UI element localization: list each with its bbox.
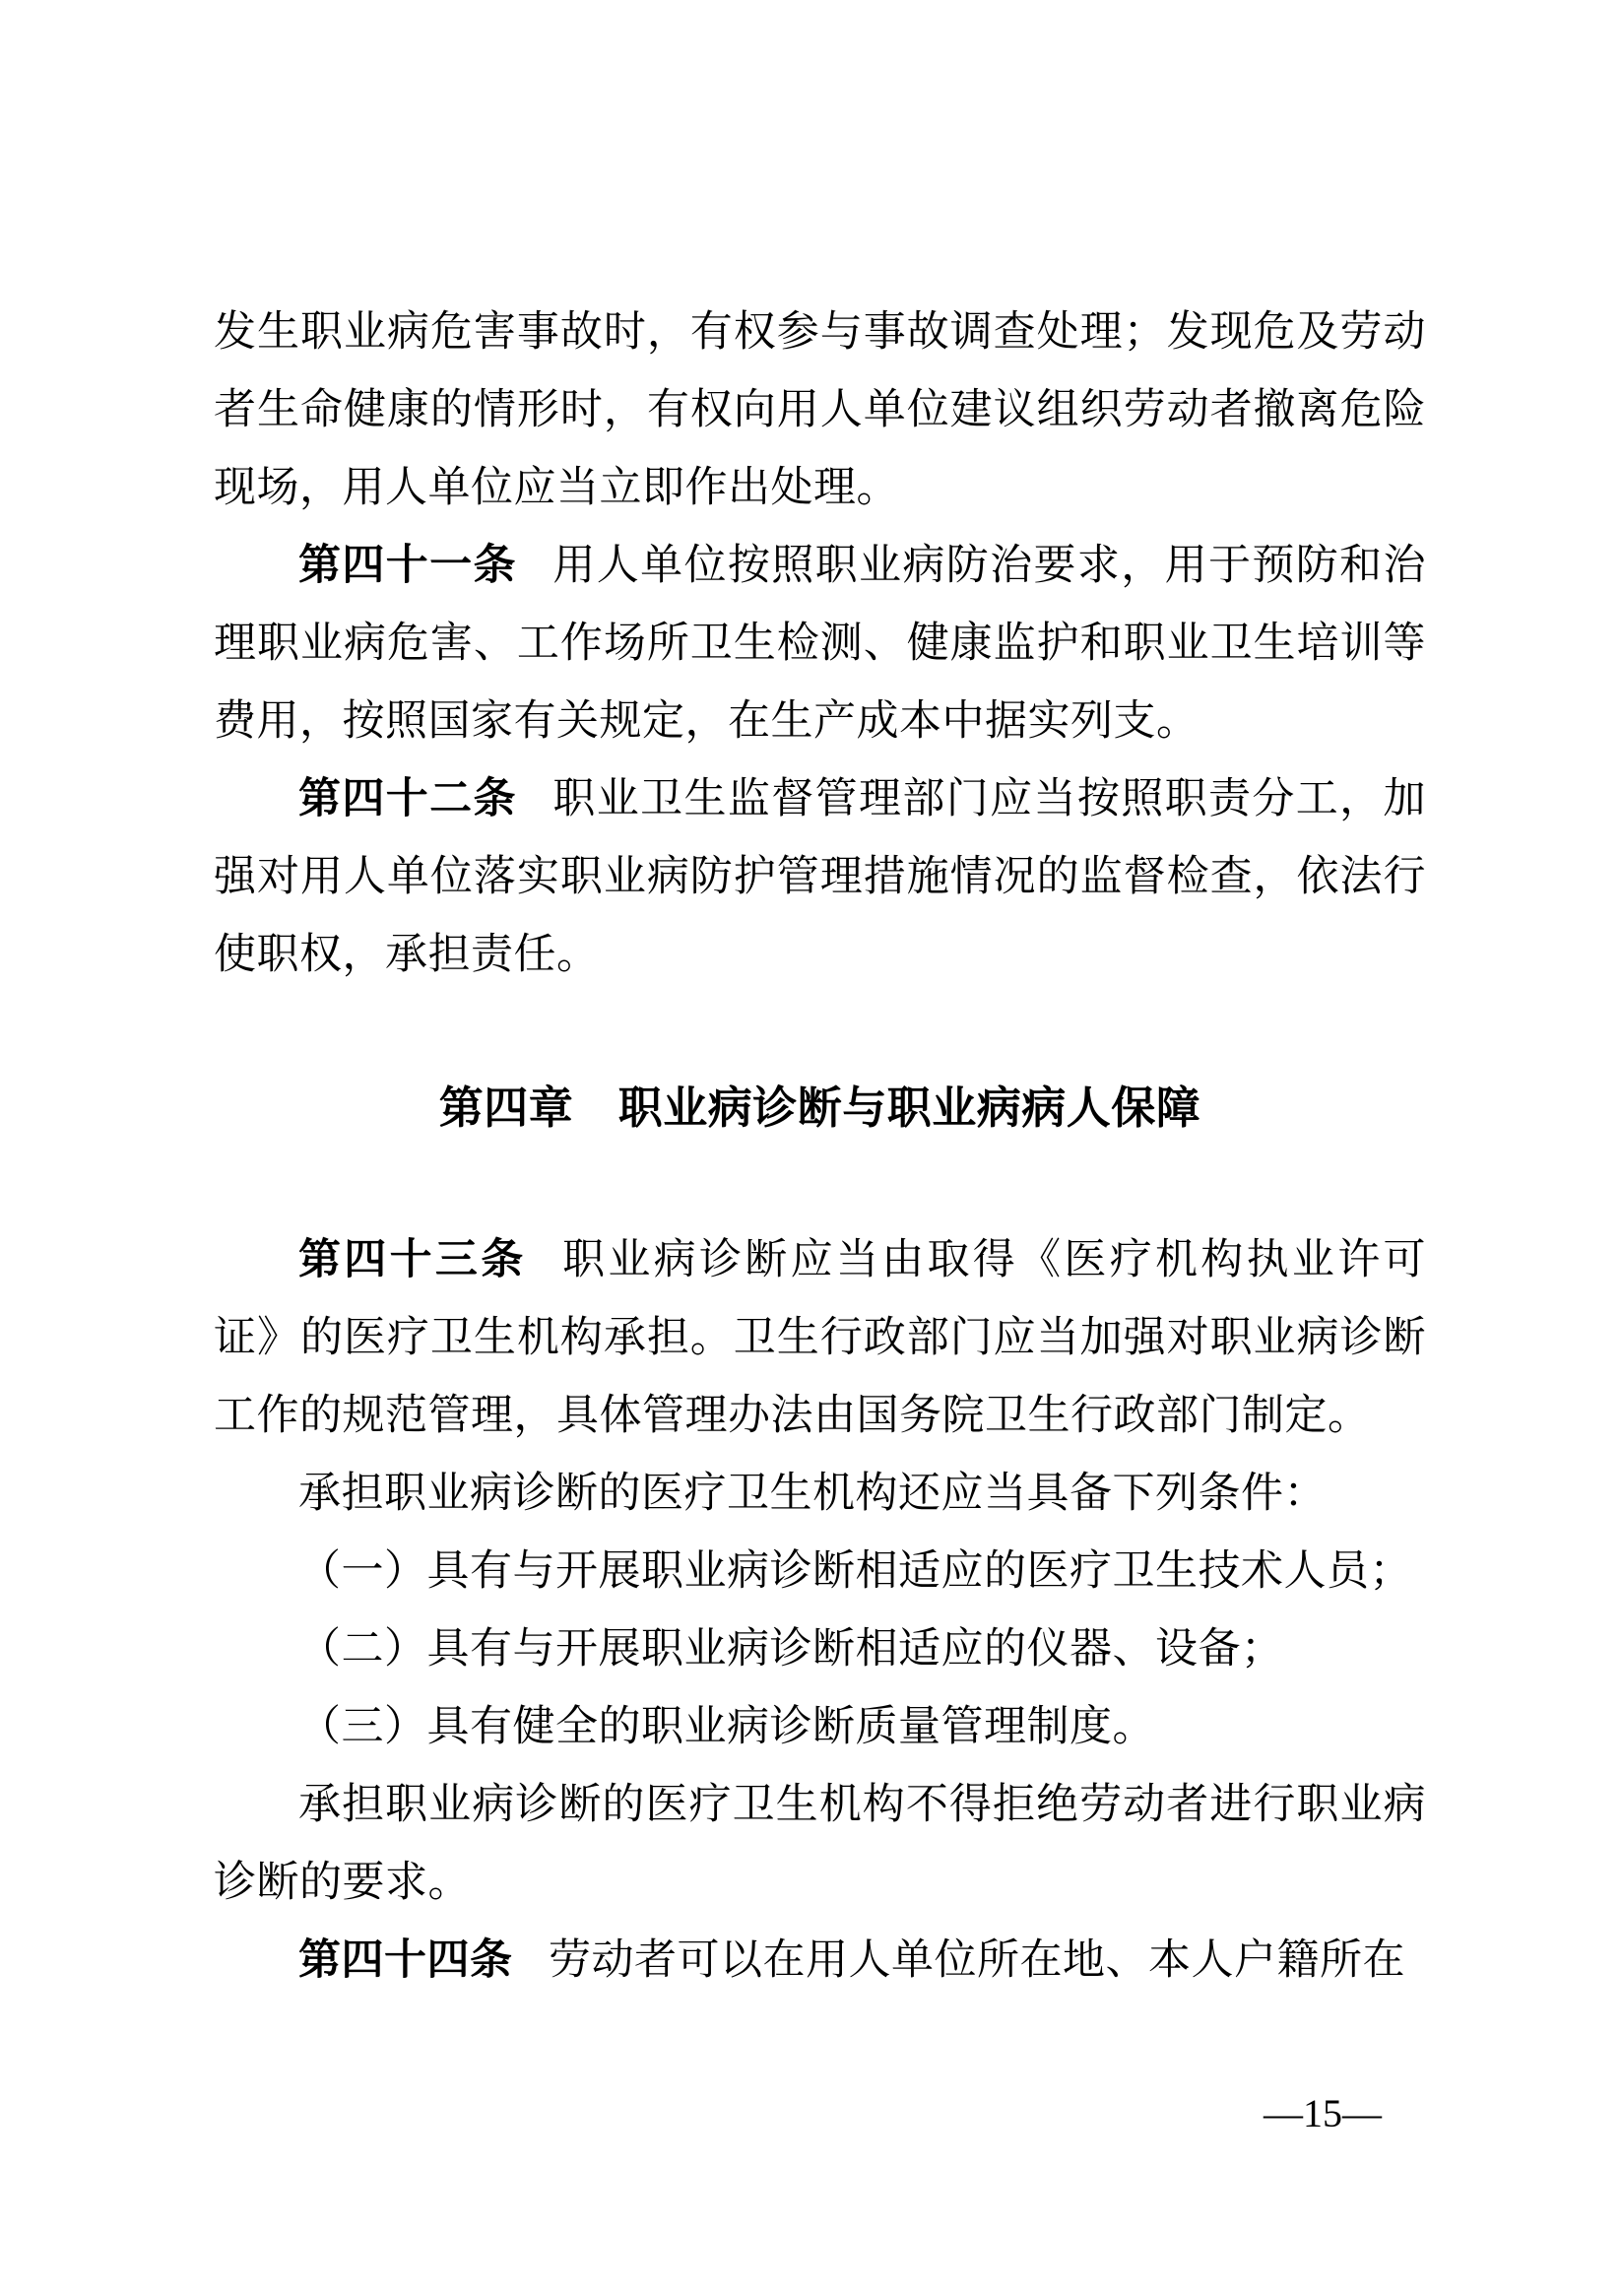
paragraph-text: 承担职业病诊断的医疗卫生机构不得拒绝劳动者进行职业病诊断的要求。 [214, 1782, 1426, 1906]
list-item-1 [214, 1533, 1426, 1610]
paragraph-text: 职业病诊断应当由取得《医疗机构执业许可证》的医疗卫生机构承担。卫生行政部门应当加强对职业病诊断工作的规范管理，具体管理办法由国务院卫生行政部门制定。 [214, 1237, 1427, 1439]
chapter-heading: 第四章 职业病诊断与职业病病人保障 [438, 1082, 1201, 1134]
paragraph-article-41 [214, 527, 1426, 760]
paragraph-conditions-intro [214, 1455, 1426, 1533]
paragraph-article-42 [214, 760, 1426, 994]
paragraph-no-refusal [214, 1766, 1426, 1922]
page-number: —15— [1264, 2091, 1382, 2135]
text-block [214, 294, 1426, 2000]
paragraph-continuation [214, 294, 1426, 527]
paragraph-text: （一）具有与开展职业病诊断相适应的医疗卫生技术人员； [298, 1548, 1412, 1595]
article-number-label: 第四十三条 [298, 1235, 527, 1284]
paragraph-text: （三）具有健全的职业病诊断质量管理制度。 [298, 1704, 1155, 1750]
paragraph-text: 用人单位按照职业病防治要求，用于预防和治理职业病危害、工作场所卫生检测、健康监护和职业卫生培训等费用，按照国家有关规定，在生产成本中据实列支。 [214, 543, 1427, 745]
paragraph-article-43 [214, 1221, 1426, 1455]
paragraph-text: 职业卫生监督管理部门应当按照职责分工，加强对用人单位落实职业病防护管理措施情况的监督检查，依法行使职权，承担责任。 [214, 776, 1427, 978]
paragraph-text: 发生职业病危害事故时，有权参与事故调查处理；发现危及劳动者生命健康的情形时，有权向用人单位建议组织劳动者撤离危险现场，用人单位应当立即作出处理。 [214, 309, 1426, 511]
list-item-2 [214, 1610, 1426, 1688]
paragraph-text: 劳动者可以在用人单位所在地、本人户籍所在 [549, 1937, 1406, 1984]
paragraph-article-44 [214, 1922, 1426, 2000]
article-number-label: 第四十一条 [298, 541, 517, 590]
article-number-label: 第四十二条 [298, 774, 517, 823]
article-number-label: 第四十四条 [298, 1935, 513, 1985]
paragraph-text: （二）具有与开展职业病诊断相适应的仪器、设备； [298, 1626, 1284, 1673]
list-item-3 [214, 1688, 1426, 1766]
paragraph-text: 承担职业病诊断的医疗卫生机构还应当具备下列条件： [298, 1471, 1327, 1517]
